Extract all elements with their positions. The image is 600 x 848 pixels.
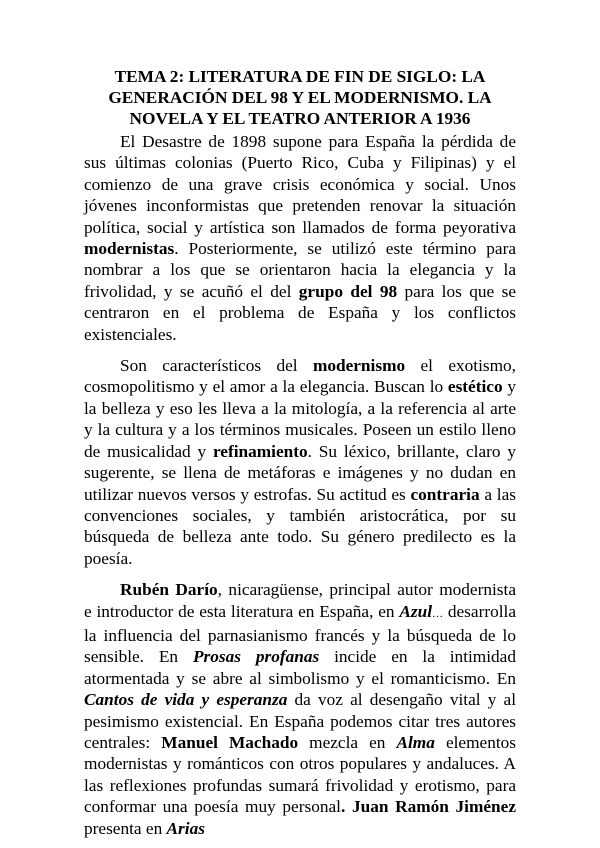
p2-bold-modernismo: modernismo [312,356,406,376]
p3-text-7: presenta en [84,818,167,838]
p3-title-arias: Arias [166,818,205,838]
p2-text-3: y la belleza y eso les lleva a la mitología, a la referencia al arte y la cultura y a los términos musicales. Poseen un estilo lleno de musicalidad y [84,377,516,461]
p3-ellipsis: … [432,607,444,620]
p3-bold-ruben-dario: Rubén Darío [120,580,218,600]
p3-text-6: elementos modernistas y románticos con otros populares y andaluces. A las reflexiones profundas sumará frivolidad y erotismo, para conformar una poesía muy personal [84,732,517,817]
paragraph-desastre-1898 [84,131,516,345]
p3-bold-juan-ramon-jimenez: . Juan Ramón Jiménez [340,797,516,817]
p3-text-3: incide en la intimidad atormentada y se abre al simbolismo y el romanticismo. En [84,647,516,688]
p2-text-1: Son característicos del [120,356,313,376]
title-line-3: NOVELA Y EL TEATRO ANTERIOR A 1936 [129,109,471,128]
p1-bold-modernistas: modernistas [84,239,175,259]
title-line-1: TEMA 2: LITERATURA DE FIN DE SIGLO: LA [114,67,486,86]
title-line-2: GENERACIÓN DEL 98 Y EL MODERNISMO. LA [108,88,492,107]
p2-bold-refinamiento: refinamiento [212,441,308,461]
p1-text-3: para los que se centraron en el problema de España y los conflictos existenciales. [84,281,517,344]
p2-text-4: . Su léxico, brillante, claro y sugerente, se llena de metáforas e imágenes y no dudan en utilizar nuevos versos y estrofas. Su actitud es [84,441,516,504]
p1-text-1: El Desastre de 1898 supone para España la pérdida de sus últimas colonias (Puerto Rico, Cuba y Filipinas) y el comienzo de una grave crisis económica y social. Unos jóvenes inconformistas que pretenden renovar la situación política, social y artística son llamados de forma peyorativa [84,132,516,237]
p3-title-prosas-profanas: Prosas profanas [192,647,320,667]
p3-text-4: da voz al desengaño vital y al pesimismo existencial. En España podemos citar tres autores centrales: [84,690,516,752]
p3-title-azul: Azul [399,601,433,621]
p2-text-5: a las convenciones sociales, y también aristocrática, por su búsqueda de belleza ante todo. Su género predilecto es la poesía. [84,484,516,568]
p2-bold-estetico: estético [447,377,503,397]
p3-text-2: desarrolla la influencia del parnasianismo francés y la búsqueda de lo sensible. En [84,601,516,667]
p1-text-2: . Posteriormente, se utilizó este término para nombrar a los que se orientaron hacia la elegancia y la frivolidad, y se acuñó el del [84,239,516,301]
p3-title-alma: Alma [396,732,435,752]
p2-text-2: el exotismo, cosmopolitismo y el amor a la elegancia. Buscan lo [84,356,516,397]
paragraph-modernismo-caracteristicas [84,355,516,569]
paragraph-ruben-dario [84,579,516,839]
p1-bold-grupo-98: grupo del 98 [298,281,398,301]
p3-bold-manuel-machado: Manuel Machado [161,732,299,752]
p3-title-cantos-vida-esperanza: Cantos de vida y esperanza [84,690,288,710]
p3-text-1: , nicaragüense, principal autor modernista e introductor de esta literatura en España, en [84,580,516,621]
p3-text-5: mezcla en [298,732,397,752]
p2-bold-contraria: contraria [410,484,480,504]
document-title [84,66,516,129]
